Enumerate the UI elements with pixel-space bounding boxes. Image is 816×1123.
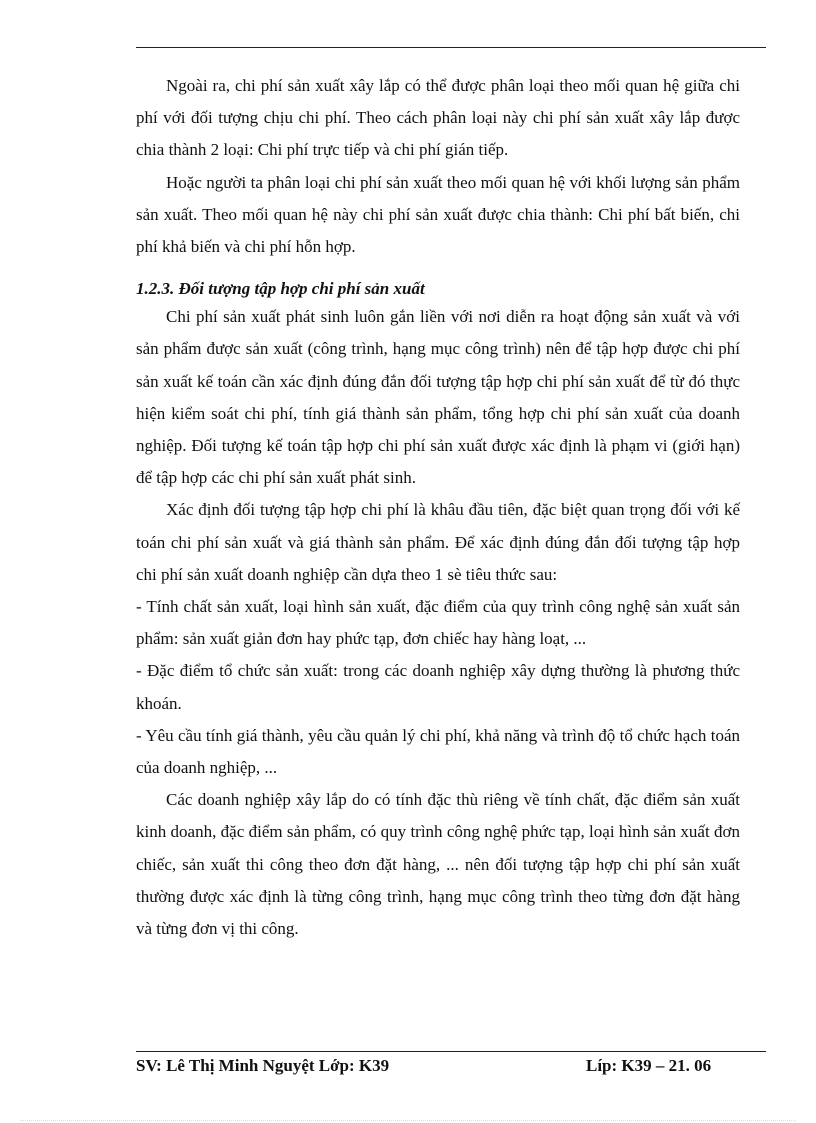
header-rule xyxy=(136,47,766,48)
paragraph-1: Ngoài ra, chi phí sản xuất xây lắp có thể được phân loại theo mối quan hệ giữa chi phí với đối tượng chịu chi phí. Theo cách phân loại này chi phí sản xuất xây lắp được chia thành 2 loại: Chi phí trực tiếp và chi phí gián tiếp. xyxy=(136,76,740,160)
paragraph-3: Chi phí sản xuất phát sinh luôn gắn liền với nơi diễn ra hoạt động sản xuất và với sản phẩm được sản xuất (công trình, hạng mục công trình) nên để tập hợp được chi phí sản xuất kế toán cần xác định đúng đắn đối tượng tập hợp chi phí sản xuất để từ đó thực hiện kiểm soát chi phí, tính giá thành sản phẩm, tổng hợp chi phí sản xuất của doanh nghiệp. Đối tượng kế toán tập hợp chi phí sản xuất được xác định là phạm vi (giới hạn) để tập hợp các chi phí sản xuất phát sinh. xyxy=(136,307,740,488)
paragraph-5: Các doanh nghiệp xây lắp do có tính đặc thù riêng về tính chất, đặc điểm sản xuất kinh doanh, đặc điểm sản phẩm, có quy trình công nghệ phức tạp, loại hình sản xuất đơn chiếc, sản xuất thi công theo đơn đặt hàng, ... nên đối tượng tập hợp chi phí sản xuất thường được xác định là từng công trình, hạng mục công trình theo từng đơn đặt hàng và từng đơn vị thi công. xyxy=(136,790,740,939)
footer-student-info: SV: Lê Thị Minh Nguyệt Lớp: K39 xyxy=(136,1056,390,1075)
paragraph-4: Xác định đối tượng tập hợp chi phí là khâu đầu tiên, đặc biệt quan trọng đối với kế toán chi phí sản xuất và giá thành sản phẩm. Để xác định đúng đắn đối tượng tập hợp chi phí sản xuất doanh nghiệp cần dựa theo 1 sè tiêu thức sau: xyxy=(136,500,740,584)
bullet-1: - Tính chất sản xuất, loại hình sản xuất, đặc điểm của quy trình công nghệ sản xuất sản phẩm: sản xuất giản đơn hay phức tạp, đơn chiếc hay hàng loạt, ... xyxy=(136,597,740,649)
footer-rule xyxy=(136,1051,766,1052)
section-heading: 1.2.3. Đối tượng tập hợp chi phí sản xuất xyxy=(136,279,425,299)
page-edge-dots xyxy=(20,1120,796,1121)
footer-class-info: Líp: K39 – 21. 06 xyxy=(586,1056,712,1075)
paragraph-2: Hoặc người ta phân loại chi phí sản xuất theo mối quan hệ với khối lượng sản phẩm sản xuất. Theo mối quan hệ này chi phí sản xuất được chia thành: Chi phí bất biến, chi phí khả biến và chi phí hỗn hợp. xyxy=(136,172,740,257)
document-body xyxy=(136,70,740,945)
bullet-2: - Đặc điểm tổ chức sản xuất: trong các doanh nghiệp xây dựng thường là phương thức khoán. xyxy=(136,661,740,713)
bullet-3: - Yêu cầu tính giá thành, yêu cầu quản lý chi phí, khả năng và trình độ tổ chức hạch toán của doanh nghiệp, ... xyxy=(136,725,740,778)
